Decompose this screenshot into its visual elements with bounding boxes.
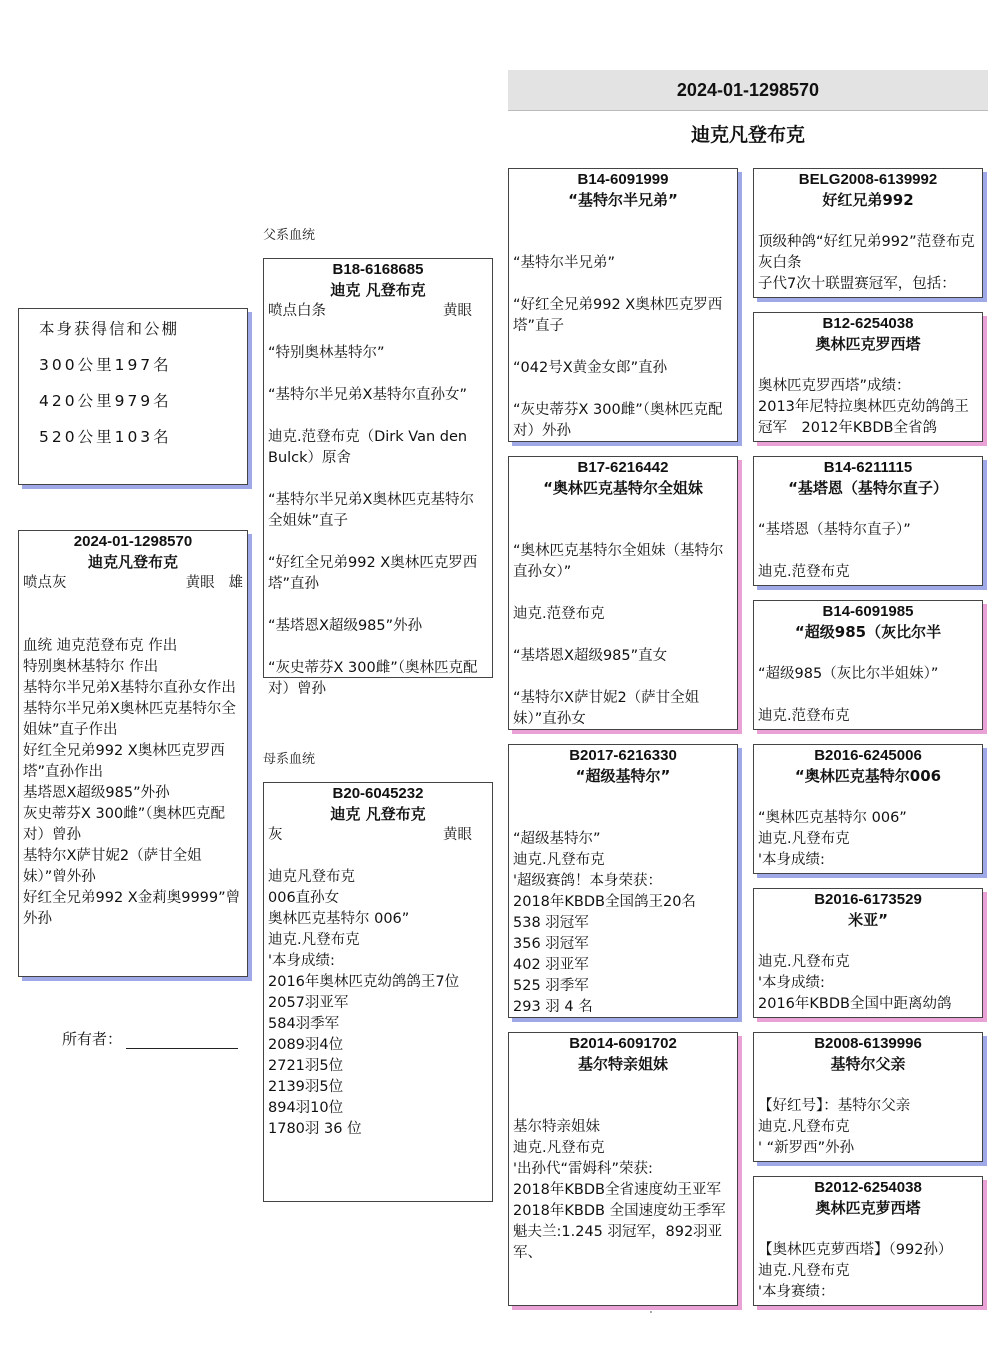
note-line: “基塔恩（基特尔直子）” [758, 522, 911, 538]
note-line: 基尔特亲姐妹 [513, 1119, 600, 1135]
card-name: “奥林匹克基特尔全姐妹 [543, 479, 703, 497]
great-grandparent-card [753, 1032, 983, 1162]
granddam-maternal-card [508, 1032, 738, 1306]
achievement-line: 520公里103名 [39, 428, 172, 446]
note-line: 迪克凡登布克 [268, 869, 355, 885]
note-line: “基特尔半兄弟X基特尔直孙女” [268, 387, 467, 403]
card-name: 基特尔父亲 [830, 1055, 906, 1073]
card-ring: B14-6091985 [822, 603, 914, 620]
note-line: 迪克.凡登布克 [513, 852, 605, 868]
card-name: 好红兄弟992 [822, 191, 914, 209]
note-line: “奥林匹克基特尔 006” [758, 810, 907, 826]
note-line: 2016年奥林匹克幼鸽鸽王7位 [268, 974, 460, 990]
sire-line-label: 父系血统 [263, 228, 316, 243]
card-name: 奥林匹克萝西塔 [815, 1199, 921, 1217]
note-line: ' “新罗西”外孙 [758, 1140, 855, 1156]
card-name: “基塔恩（基特尔直子） [788, 479, 948, 497]
achievement-line: 420公里979名 [39, 392, 172, 410]
note-line: '出孙代“雷姆科”荣获: [513, 1161, 653, 1177]
great-grandparent-card [753, 312, 983, 442]
subject-color: 喷点灰 [23, 575, 67, 591]
note-line: 迪克.凡登布克 [758, 831, 850, 847]
card-notes [754, 520, 982, 583]
card-notes [509, 253, 737, 442]
note-line: 魁夫兰:1.245 羽冠军，892羽亚军、 [513, 1224, 723, 1261]
note-line [758, 685, 978, 706]
grandsire-paternal-card [508, 168, 738, 442]
sire-name: 迪克 凡登布克 [330, 281, 426, 299]
card-ring: B2008-6139996 [814, 1035, 922, 1052]
note-line: 1780羽 36 位 [268, 1121, 362, 1137]
card-notes [754, 1096, 982, 1159]
card-ring: B12-6254038 [822, 315, 914, 332]
sire-notes [264, 343, 492, 700]
note-line: “基特尔半兄弟X奥林匹克基特尔全姐妹”直子 [268, 492, 474, 529]
note-line: 【奥林匹克萝西塔】（992孙） [758, 1242, 953, 1258]
note-line: 293 羽 4 名 [513, 999, 593, 1015]
note-line [268, 469, 488, 490]
note-line: 2139羽5位 [268, 1079, 344, 1095]
note-line [268, 595, 488, 616]
card-ring: B17-6216442 [577, 459, 669, 476]
card-ring: B2017-6216330 [569, 747, 677, 764]
note-line: 迪克.凡登布克 [758, 1119, 850, 1135]
note-line: 子代7次十联盟赛冠军，包括： [758, 276, 956, 292]
note-line: '本身成绩: [268, 953, 335, 969]
granddam-paternal-card [508, 456, 738, 730]
card-name: “超级基特尔” [575, 767, 671, 785]
great-grandparent-card [753, 744, 983, 874]
note-line: “灰史蒂芬X 300雌”（奥林匹克配对）曾孙 [268, 660, 478, 697]
sire-eye: 黄眼 [443, 303, 472, 319]
dam-ring: B20-6045232 [332, 785, 424, 802]
note-line: '超级赛鸽！本身荣获： [513, 873, 662, 889]
card-notes [754, 232, 982, 295]
note-line: “超级985（灰比尔半姐妹）” [758, 666, 939, 682]
note-line: 356 羽冠军 [513, 936, 589, 952]
card-ring: B2016-6173529 [814, 891, 922, 908]
note-line: 【好红号】：基特尔父亲 [758, 1098, 911, 1114]
note-line: “基塔恩X超级985”直女 [513, 648, 668, 664]
dam-line-label: 母系血统 [263, 752, 316, 767]
card-name: “基特尔半兄弟” [568, 191, 678, 209]
card-notes [754, 1240, 982, 1303]
card-name: “奥林匹克基特尔006 [794, 767, 942, 785]
sire-ring: B18-6168685 [332, 261, 424, 278]
subject-notes [19, 636, 247, 930]
note-line [513, 274, 733, 295]
note-line: 基塔恩X超级985”外孙 [23, 785, 170, 801]
note-line: 2089羽4位 [268, 1037, 344, 1053]
card-notes [754, 952, 982, 1015]
note-line: 2013年尼特拉奥林匹克幼鸽鸽王冠军 2012年KBDB全省鸽 [758, 399, 969, 436]
note-line: 迪克.范登布克（Dirk Van den Bulck）原舍 [268, 429, 468, 466]
card-name: “超级985（灰比尔半 [794, 623, 942, 641]
card-name: 米亚” [848, 911, 888, 929]
note-line [513, 337, 733, 358]
note-line: 525 羽季军 [513, 978, 589, 994]
sire-color: 喷点白条 [268, 303, 326, 319]
note-line: 好红全兄弟992 X金莉奥9999”曾外孙 [23, 890, 241, 927]
note-line: 好红全兄弟992 X奥林匹克罗西塔”直孙作出 [23, 743, 225, 780]
note-line: 2018年KBDB 全国速度幼王季军 [513, 1203, 726, 1219]
note-line: 奥林匹克罗西塔”成绩： [758, 378, 911, 394]
note-line: '本身成绩: [758, 975, 825, 991]
dam-notes [264, 867, 492, 1140]
note-line: 迪克.范登布克 [758, 708, 850, 724]
note-line [268, 637, 488, 658]
achievements-title: 本身获得信和公棚 [39, 320, 180, 338]
note-line: “奥林匹克基特尔全姐妹（基特尔直孙女）” [513, 543, 724, 580]
dam-color: 灰 [268, 827, 283, 843]
page-mark [650, 1311, 652, 1313]
great-grandparent-card [753, 168, 983, 298]
dam-card [263, 782, 493, 1202]
header-ring-bar [508, 70, 988, 111]
note-line [513, 583, 733, 604]
note-line: 2018年KBDB全国鸽王20名 [513, 894, 696, 910]
sire-card [263, 258, 493, 697]
note-line: 894羽10位 [268, 1100, 344, 1116]
note-line: 血统 迪克范登布克 作出 [23, 638, 178, 654]
achievements-box [18, 308, 248, 485]
note-line: '本身赛绩： [758, 1284, 835, 1300]
great-grandparent-card [753, 600, 983, 730]
note-line: 基特尔半兄弟X奥林匹克基特尔全姐妹”直子作出 [23, 701, 236, 738]
sire-traits [264, 301, 492, 322]
note-line: 402 羽亚军 [513, 957, 589, 973]
subject-sex: 雄 [228, 575, 243, 591]
subject-name: 迪克凡登布克 [87, 553, 178, 571]
card-ring: B14-6091999 [577, 171, 669, 188]
great-grandparent-card [753, 456, 983, 586]
note-line: 006直孙女 [268, 890, 340, 906]
owner-blank-line[interactable] [126, 1032, 238, 1049]
card-ring: B2014-6091702 [569, 1035, 677, 1052]
card-notes [509, 1117, 737, 1264]
note-line: 迪克.范登布克 [513, 606, 605, 622]
grandsire-maternal-card [508, 744, 738, 1018]
card-notes [509, 541, 737, 730]
note-line: 2018年KBDB全省速度幼王亚军 [513, 1182, 721, 1198]
note-line: “特别奥林基特尔” [268, 345, 385, 361]
note-line [513, 667, 733, 688]
note-line: 顶级种鸽“好红兄弟992”范登布克 灰白条 [758, 234, 975, 271]
header-ring: 2024-01-1298570 [676, 79, 820, 100]
note-line: “042号X黄金女郎”直孙 [513, 360, 668, 376]
note-line: “好红全兄弟992 X奥林匹克罗西塔”直子 [513, 297, 723, 334]
achievement-line: 300公里197名 [39, 356, 172, 374]
dam-name: 迪克 凡登布克 [330, 805, 426, 823]
card-ring: B2012-6254038 [814, 1179, 922, 1196]
note-line [758, 541, 978, 562]
card-notes [509, 829, 737, 1018]
note-line: “好红全兄弟992 X奥林匹克罗西塔”直孙 [268, 555, 478, 592]
card-name: 奥林匹克罗西塔 [815, 335, 921, 353]
note-line: 灰史蒂芬X 300雌”（奥林匹克配对）曾孙 [23, 806, 225, 843]
note-line: “基特尔半兄弟” [513, 255, 616, 271]
note-line: 538 羽冠军 [513, 915, 589, 931]
card-notes [754, 808, 982, 871]
note-line [513, 379, 733, 400]
card-ring: B14-6211115 [823, 459, 913, 476]
note-line: “基塔恩X超级985”外孙 [268, 618, 423, 634]
note-line: 基特尔半兄弟X基特尔直孙女作出 [23, 680, 236, 696]
note-line [268, 364, 488, 385]
header-name: 迪克凡登布克 [690, 124, 805, 146]
subject-eye: 黄眼 [185, 575, 215, 591]
note-line: 迪克.范登布克 [758, 564, 850, 580]
note-line: “超级基特尔” [513, 831, 601, 847]
great-grandparent-card [753, 888, 983, 1018]
note-line: 基特尔X萨甘妮2（萨甘全姐妹）”曾外孙 [23, 848, 202, 885]
subject-ring: 2024-01-1298570 [73, 533, 193, 550]
note-line: 迪克.凡登布克 [268, 932, 360, 948]
owner-label: 所有者： [62, 1030, 123, 1048]
card-notes [754, 664, 982, 727]
note-line: 584羽季军 [268, 1016, 340, 1032]
note-line [513, 625, 733, 646]
note-line: “灰史蒂芬X 300雌”（奥林匹克配对）外孙 [513, 402, 723, 439]
dam-eye: 黄眼 [443, 827, 472, 843]
subject-card [18, 530, 248, 977]
dam-traits [264, 825, 492, 846]
owner-field[interactable] [62, 1028, 238, 1049]
subject-traits [19, 573, 247, 594]
note-line [268, 532, 488, 553]
note-line: 迪克.凡登布克 [758, 1263, 850, 1279]
note-line: 2057羽亚军 [268, 995, 349, 1011]
note-line: 特别奥林基特尔 作出 [23, 659, 159, 675]
note-line [268, 406, 488, 427]
note-line: '本身成绩: [758, 852, 825, 868]
card-notes [754, 376, 982, 439]
note-line: 迪克.凡登布克 [513, 1140, 605, 1156]
note-line: 2721羽5位 [268, 1058, 344, 1074]
note-line: 迪克.凡登布克 [758, 954, 850, 970]
great-grandparent-card [753, 1176, 983, 1306]
note-line: “基特尔X萨甘妮2（萨甘全姐妹）”直孙女 [513, 690, 700, 727]
note-line: 奥林匹克基特尔 006” [268, 911, 410, 927]
card-ring: BELG2008-6139992 [798, 171, 938, 188]
note-line: 2016年KBDB全国中距离幼鸽 [758, 996, 952, 1012]
card-ring: B2016-6245006 [814, 747, 922, 764]
card-name: 基尔特亲姐妹 [577, 1055, 668, 1073]
